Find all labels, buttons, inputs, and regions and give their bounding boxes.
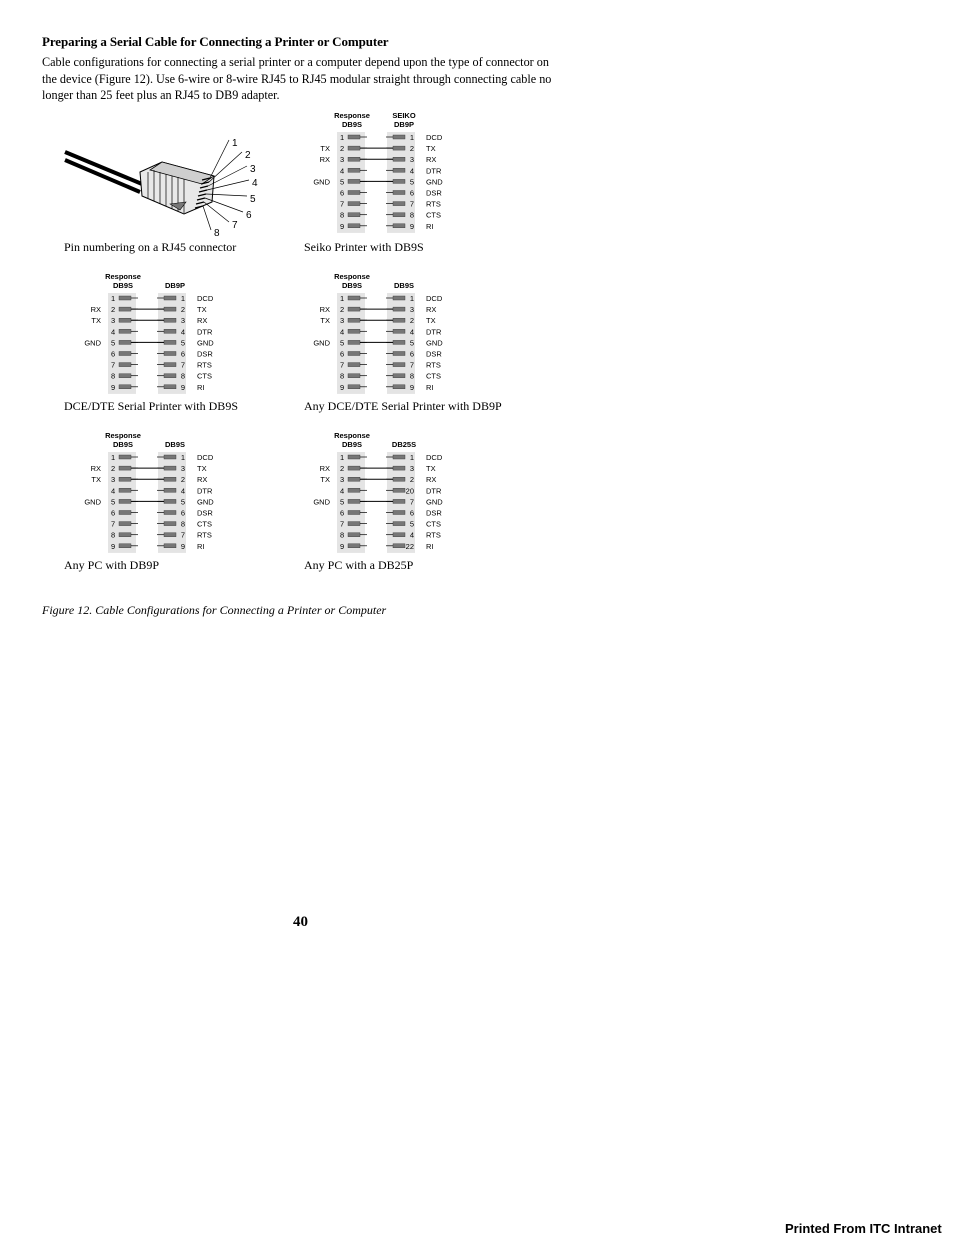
left-signal-label: GND (84, 497, 101, 507)
right-signal-label: DSR (197, 508, 213, 518)
left-pin-number: 1 (340, 133, 345, 142)
right-signal-label: DTR (197, 327, 213, 337)
right-signal-label: RTS (197, 530, 212, 540)
right-pin-number: 5 (180, 338, 185, 348)
left-pin-contact (348, 191, 360, 195)
right-pin-contact (393, 385, 405, 389)
right-signal-label: DCD (197, 453, 214, 462)
left-signal-label: GND (84, 338, 101, 348)
left-pin-number: 8 (340, 210, 345, 220)
right-pin-contact (164, 318, 176, 322)
left-pin-number: 7 (111, 519, 116, 529)
right-pin-contact (393, 202, 405, 206)
right-pin-number: 7 (409, 360, 414, 370)
left-pin-contact (119, 522, 131, 526)
right-signal-label: CTS (197, 519, 212, 529)
right-signal-label: DTR (426, 327, 442, 337)
left-pin-number: 9 (111, 382, 116, 392)
left-pin-number: 9 (340, 221, 345, 231)
right-signal-label: GND (197, 338, 214, 348)
right-pin-number: 2 (409, 475, 414, 485)
left-pin-number: 6 (340, 508, 345, 518)
left-pin-number: 4 (111, 327, 116, 337)
left-pin-contact (348, 455, 360, 459)
left-signal-label: RX (319, 155, 330, 165)
left-signal-label: RX (319, 464, 330, 474)
right-signal-label: RI (426, 382, 434, 392)
right-signal-label: DCD (426, 294, 443, 303)
right-pin-contact (393, 318, 405, 322)
right-pin-number: 20 (405, 486, 414, 496)
left-signal-label: TX (320, 316, 330, 326)
right-pin-number: 7 (409, 199, 414, 209)
right-pin-number: 2 (180, 305, 185, 315)
left-pin-contact (348, 202, 360, 206)
right-signal-label: DTR (426, 486, 442, 496)
right-signal-label: DSR (426, 508, 442, 518)
left-pin-number: 7 (340, 360, 345, 370)
right-header-connector: DB9P (393, 120, 415, 129)
left-pin-number: 1 (111, 294, 116, 303)
right-pin-contact (393, 191, 405, 195)
left-pin-number: 5 (340, 497, 345, 507)
right-pin-contact (164, 499, 176, 503)
right-pin-contact (164, 296, 176, 300)
right-pin-contact (393, 477, 405, 481)
left-pin-number: 4 (340, 327, 345, 337)
left-pin-contact (119, 488, 131, 492)
left-header-connector: DB9S (341, 281, 363, 290)
right-pin-contact (393, 522, 405, 526)
right-signal-label: CTS (426, 371, 441, 381)
right-pin-number: 1 (180, 453, 185, 462)
rj45-pin-label: 6 (246, 210, 252, 221)
rj45-pin-label: 1 (232, 138, 238, 149)
left-signal-label: GND (313, 338, 330, 348)
left-pin-number: 2 (111, 464, 116, 474)
right-pin-contact (164, 307, 176, 311)
right-pin-contact (393, 307, 405, 311)
right-pin-contact (164, 511, 176, 515)
left-pin-number: 3 (111, 475, 116, 485)
left-pin-number: 2 (340, 464, 345, 474)
left-pin-number: 1 (111, 453, 116, 462)
left-pin-contact (348, 318, 360, 322)
right-pin-contact (164, 374, 176, 378)
right-signal-label: DSR (426, 349, 442, 359)
right-pin-number: 22 (405, 541, 414, 551)
right-pin-number: 3 (409, 305, 414, 315)
right-pin-contact (393, 363, 405, 367)
right-pin-contact (164, 533, 176, 537)
right-signal-label: DTR (197, 486, 213, 496)
right-pin-contact (164, 363, 176, 367)
left-pin-contact (119, 374, 131, 378)
left-signal-label: RX (319, 305, 330, 315)
dce-db9p-diagram (304, 269, 544, 399)
right-pin-number: 1 (409, 133, 414, 142)
left-pin-number: 8 (111, 371, 116, 381)
left-pin-number: 6 (111, 508, 116, 518)
left-header-connector: DB9S (112, 281, 134, 290)
left-pin-contact (348, 307, 360, 311)
right-pin-number: 3 (180, 464, 185, 474)
dce-db9p-caption: Any DCE/DTE Serial Printer with DB9P (304, 399, 502, 413)
left-pin-contact (119, 363, 131, 367)
left-pin-number: 4 (340, 166, 345, 176)
right-pin-number: 8 (409, 371, 414, 381)
left-pin-contact (119, 307, 131, 311)
left-pin-number: 9 (340, 541, 345, 551)
left-pin-number: 4 (111, 486, 116, 496)
left-pin-contact (119, 466, 131, 470)
right-header-connector: DB25S (391, 440, 417, 449)
left-pin-contact (348, 511, 360, 515)
right-pin-contact (164, 477, 176, 481)
left-pin-contact (348, 146, 360, 150)
left-pin-contact (348, 544, 360, 548)
left-pin-contact (348, 213, 360, 217)
right-pin-number: 4 (180, 486, 185, 496)
left-header-title: Response (334, 272, 370, 281)
right-pin-number: 8 (409, 210, 414, 220)
left-pin-number: 5 (111, 338, 116, 348)
left-pin-number: 4 (340, 486, 345, 496)
right-signal-label: RTS (426, 530, 441, 540)
rj45-pin-label: 5 (250, 194, 256, 205)
left-pin-number: 8 (340, 530, 345, 540)
left-pin-contact (348, 340, 360, 344)
right-signal-label: GND (426, 338, 443, 348)
right-pin-number: 7 (180, 360, 185, 370)
left-pin-contact (348, 488, 360, 492)
right-signal-label: TX (197, 305, 207, 315)
left-signal-label: TX (320, 475, 330, 485)
left-pin-number: 1 (340, 294, 345, 303)
rj45-connector-figure (62, 132, 272, 242)
left-pin-number: 5 (340, 338, 345, 348)
right-pin-contact (393, 544, 405, 548)
left-header-connector: DB9S (112, 440, 134, 449)
rj45-leader-line (203, 206, 211, 230)
rj45-caption: Pin numbering on a RJ45 connector (64, 240, 237, 254)
right-header-connector: DB9P (164, 281, 186, 290)
left-pin-number: 6 (111, 349, 116, 359)
left-pin-contact (348, 135, 360, 139)
seiko-caption: Seiko Printer with DB9S (304, 240, 424, 254)
rj45-leader-line (205, 198, 243, 212)
right-pin-number: 4 (409, 530, 414, 540)
left-pin-contact (348, 522, 360, 526)
left-signal-label: TX (91, 475, 101, 485)
left-pin-number: 8 (340, 371, 345, 381)
left-pin-number: 3 (340, 316, 345, 326)
intro-paragraph: Cable configurations for connecting a serial printer or a computer depend upon the type of connector on the device (Figure 12). Use 6-wire or 8-wire RJ45 to RJ45 modular straight through connecting cable no longer than 25 feet plus an RJ45 to DB9 adapter. (42, 55, 552, 102)
pc-db25p-diagram (304, 428, 544, 558)
right-signal-label: RI (426, 541, 434, 551)
footer-text: Printed From ITC Intranet (785, 1221, 942, 1236)
right-signal-label: DSR (197, 349, 213, 359)
left-pin-contact (119, 318, 131, 322)
right-pin-number: 8 (180, 371, 185, 381)
left-pin-number: 2 (111, 305, 116, 315)
left-pin-contact (348, 477, 360, 481)
right-pin-number: 8 (180, 519, 185, 529)
right-header-title: SEIKO (392, 111, 416, 120)
left-pin-contact (119, 296, 131, 300)
left-pin-number: 3 (111, 316, 116, 326)
right-signal-label: RX (426, 475, 437, 485)
left-pin-contact (348, 168, 360, 172)
right-pin-number: 2 (409, 316, 414, 326)
right-pin-number: 4 (180, 327, 185, 337)
left-pin-number: 6 (340, 188, 345, 198)
rj45-pin-label: 3 (250, 164, 256, 175)
right-header-connector: DB9S (164, 440, 186, 449)
left-signal-label: RX (90, 305, 101, 315)
left-pin-contact (119, 533, 131, 537)
right-signal-label: DTR (426, 166, 442, 176)
right-signal-label: TX (426, 316, 436, 326)
right-pin-contact (393, 296, 405, 300)
rj45-pin-label: 7 (232, 220, 238, 231)
right-pin-number: 2 (180, 475, 185, 485)
left-pin-number: 6 (340, 349, 345, 359)
right-signal-label: RI (197, 541, 205, 551)
right-pin-contact (393, 135, 405, 139)
left-pin-contact (348, 224, 360, 228)
right-pin-contact (393, 352, 405, 356)
right-pin-contact (164, 340, 176, 344)
right-signal-label: RX (426, 305, 437, 315)
left-pin-contact (119, 385, 131, 389)
left-pin-contact (348, 296, 360, 300)
right-pin-contact (393, 511, 405, 515)
right-pin-number: 7 (409, 497, 414, 507)
left-pin-number: 5 (111, 497, 116, 507)
left-signal-label: RX (90, 464, 101, 474)
left-pin-contact (348, 499, 360, 503)
seiko-diagram (304, 108, 544, 238)
right-pin-contact (164, 488, 176, 492)
left-pin-contact (348, 533, 360, 537)
right-pin-number: 3 (180, 316, 185, 326)
right-signal-label: DCD (426, 453, 443, 462)
right-signal-label: CTS (426, 519, 441, 529)
right-signal-label: RTS (426, 199, 441, 209)
right-header-connector: DB9S (393, 281, 415, 290)
right-pin-number: 4 (409, 166, 414, 176)
rj45-pin-label: 4 (252, 178, 258, 189)
right-signal-label: GND (426, 177, 443, 187)
page-number: 40 (293, 914, 308, 930)
pc-db9p-diagram (75, 428, 315, 558)
left-pin-contact (119, 511, 131, 515)
right-pin-contact (393, 533, 405, 537)
left-header-title: Response (334, 111, 370, 120)
left-header-title: Response (105, 431, 141, 440)
right-pin-number: 6 (409, 349, 414, 359)
right-pin-number: 6 (409, 508, 414, 518)
dce-db9s-caption: DCE/DTE Serial Printer with DB9S (64, 399, 238, 413)
right-signal-label: DSR (426, 188, 442, 198)
right-pin-number: 9 (180, 382, 185, 392)
rj45-pin-label: 8 (214, 228, 220, 239)
left-pin-contact (348, 352, 360, 356)
right-pin-contact (393, 329, 405, 333)
right-pin-contact (393, 488, 405, 492)
left-pin-number: 3 (340, 155, 345, 165)
right-pin-contact (393, 374, 405, 378)
right-signal-label: CTS (197, 371, 212, 381)
right-signal-label: RX (197, 475, 208, 485)
left-pin-contact (348, 466, 360, 470)
right-pin-number: 4 (409, 327, 414, 337)
right-signal-label: RX (197, 316, 208, 326)
right-pin-contact (393, 224, 405, 228)
left-signal-label: GND (313, 177, 330, 187)
right-signal-label: RTS (426, 360, 441, 370)
right-pin-number: 1 (180, 294, 185, 303)
right-pin-number: 6 (409, 188, 414, 198)
right-pin-contact (393, 455, 405, 459)
right-pin-number: 9 (409, 221, 414, 231)
right-pin-contact (164, 352, 176, 356)
right-signal-label: DCD (426, 133, 443, 142)
figure-caption: Figure 12. Cable Configurations for Connecting a Printer or Computer (42, 603, 387, 617)
left-pin-contact (348, 179, 360, 183)
left-pin-number: 9 (340, 382, 345, 392)
right-pin-number: 1 (409, 294, 414, 303)
right-signal-label: GND (197, 497, 214, 507)
right-pin-number: 6 (180, 349, 185, 359)
right-pin-number: 3 (409, 464, 414, 474)
right-signal-label: DCD (197, 294, 214, 303)
left-pin-contact (348, 329, 360, 333)
left-pin-number: 7 (111, 360, 116, 370)
left-pin-number: 9 (111, 541, 116, 551)
right-signal-label: TX (426, 464, 436, 474)
left-pin-contact (348, 363, 360, 367)
right-pin-contact (393, 466, 405, 470)
rj45-pin-label: 2 (245, 150, 251, 161)
right-pin-contact (164, 455, 176, 459)
right-pin-contact (164, 544, 176, 548)
right-pin-number: 3 (409, 155, 414, 165)
left-header-connector: DB9S (341, 120, 363, 129)
right-pin-number: 5 (409, 519, 414, 529)
left-pin-contact (348, 157, 360, 161)
right-signal-label: RI (426, 221, 434, 231)
right-pin-number: 2 (409, 144, 414, 154)
left-pin-number: 1 (340, 453, 345, 462)
right-pin-contact (393, 340, 405, 344)
right-pin-number: 9 (409, 382, 414, 392)
right-pin-number: 7 (180, 530, 185, 540)
right-pin-number: 6 (180, 508, 185, 518)
left-header-title: Response (334, 431, 370, 440)
section-heading: Preparing a Serial Cable for Connecting a Printer or Computer (42, 34, 389, 49)
left-pin-number: 7 (340, 519, 345, 529)
right-pin-number: 5 (409, 338, 414, 348)
right-pin-contact (393, 146, 405, 150)
right-signal-label: RI (197, 382, 205, 392)
right-pin-contact (164, 466, 176, 470)
left-pin-number: 7 (340, 199, 345, 209)
right-pin-number: 9 (180, 541, 185, 551)
right-pin-number: 5 (180, 497, 185, 507)
right-pin-contact (164, 522, 176, 526)
left-pin-contact (119, 340, 131, 344)
right-signal-label: TX (197, 464, 207, 474)
left-pin-contact (348, 385, 360, 389)
right-pin-number: 5 (409, 177, 414, 187)
dce-db9s-diagram (75, 269, 315, 399)
left-pin-contact (119, 329, 131, 333)
right-pin-contact (164, 329, 176, 333)
left-pin-contact (119, 499, 131, 503)
left-signal-label: TX (320, 144, 330, 154)
right-signal-label: TX (426, 144, 436, 154)
pc-db25p-caption: Any PC with a DB25P (304, 558, 414, 572)
left-pin-contact (119, 477, 131, 481)
left-pin-number: 5 (340, 177, 345, 187)
right-signal-label: GND (426, 497, 443, 507)
rj45-connector-illustration (62, 132, 272, 242)
right-signal-label: RX (426, 155, 437, 165)
right-pin-contact (164, 385, 176, 389)
left-pin-contact (348, 374, 360, 378)
left-pin-number: 3 (340, 475, 345, 485)
right-pin-contact (393, 168, 405, 172)
left-signal-label: TX (91, 316, 101, 326)
left-signal-label: GND (313, 497, 330, 507)
right-pin-number: 1 (409, 453, 414, 462)
right-pin-contact (393, 157, 405, 161)
left-pin-contact (119, 544, 131, 548)
left-pin-contact (119, 352, 131, 356)
rj45-leader-line (204, 202, 229, 222)
left-pin-number: 2 (340, 305, 345, 315)
left-header-title: Response (105, 272, 141, 281)
pc-db9p-caption: Any PC with DB9P (64, 558, 160, 572)
left-pin-number: 2 (340, 144, 345, 154)
left-pin-number: 8 (111, 530, 116, 540)
right-signal-label: RTS (197, 360, 212, 370)
left-pin-contact (119, 455, 131, 459)
right-pin-contact (393, 179, 405, 183)
right-pin-contact (393, 499, 405, 503)
rj45-leader-line (209, 152, 242, 182)
right-signal-label: CTS (426, 210, 441, 220)
left-header-connector: DB9S (341, 440, 363, 449)
right-pin-contact (393, 213, 405, 217)
